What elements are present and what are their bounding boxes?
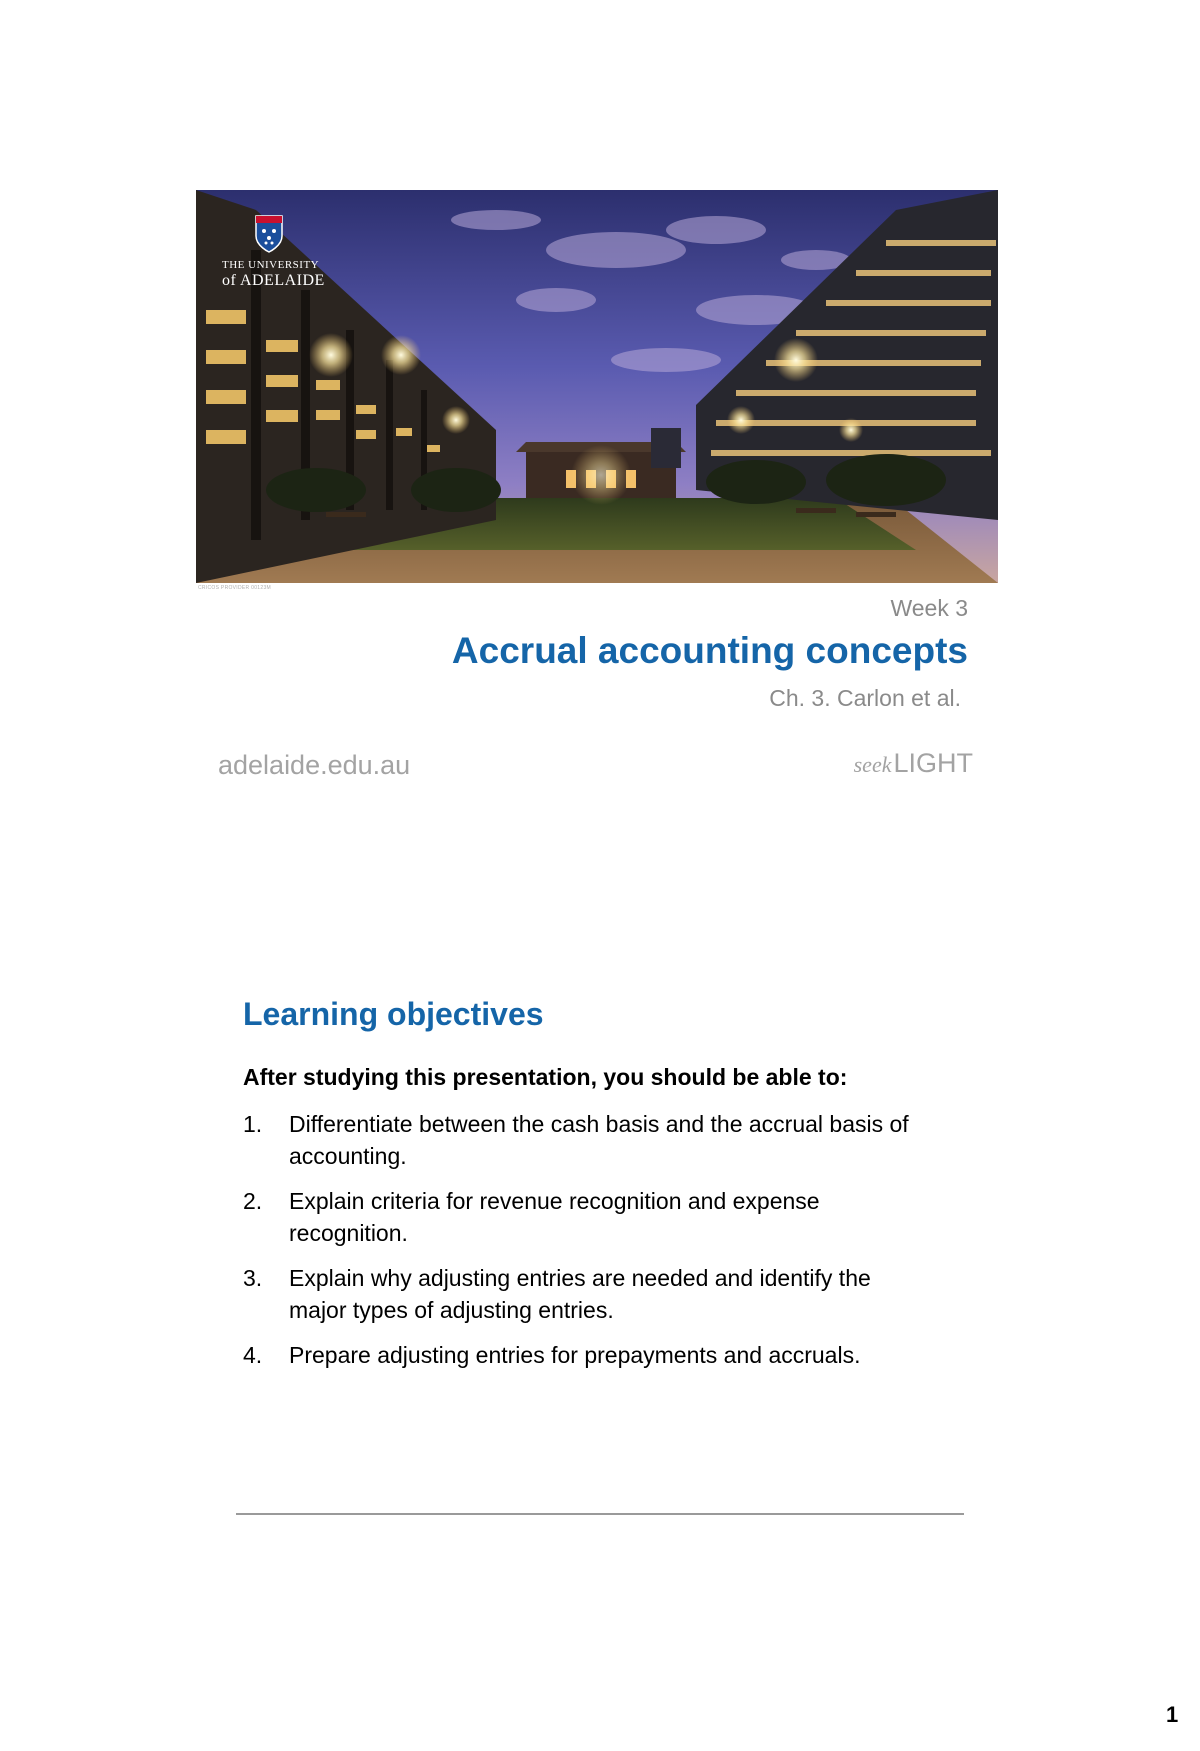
tagline-light: LIGHT: [893, 748, 973, 778]
list-item-text: Differentiate between the cash basis and the accrual basis of accounting.: [289, 1111, 909, 1169]
seek-light-tagline: [854, 748, 973, 779]
list-item: [243, 1262, 923, 1326]
logo-line-university: THE UNIVERSITY: [222, 259, 320, 271]
slide-subtitle: Ch. 3. Carlon et al.: [769, 685, 961, 711]
list-item: [243, 1339, 923, 1371]
page-number: 1: [1166, 1702, 1179, 1727]
list-item: [243, 1108, 923, 1172]
objectives-heading: Learning objectives: [243, 996, 544, 1032]
week-label: Week 3: [890, 595, 968, 621]
list-item-number: 1.: [243, 1111, 263, 1137]
crest-icon: [254, 214, 284, 254]
list-item: [243, 1185, 923, 1249]
slide-title: Accrual accounting concepts: [451, 630, 968, 671]
website-footer: adelaide.edu.au: [218, 750, 411, 780]
list-item-text: Prepare adjusting entries for prepayments and accruals.: [289, 1342, 861, 1368]
list-item-number: 3.: [243, 1265, 263, 1291]
campus-photo: [196, 190, 998, 583]
list-item-number: 4.: [243, 1342, 263, 1368]
list-item-number: 2.: [243, 1188, 263, 1214]
objectives-intro: After studying this presentation, you should be able to:: [243, 1064, 848, 1090]
photo-credit: CRICOS PROVIDER 00123M: [198, 585, 272, 591]
objectives-list: [243, 1108, 923, 1384]
title-slide: [196, 190, 998, 790]
list-item-text: Explain why adjusting entries are needed and identify the major types of adjusting entries.: [289, 1265, 871, 1323]
list-item-text: Explain criteria for revenue recognition and expense recognition.: [289, 1188, 820, 1246]
tagline-seek: seek: [853, 752, 892, 777]
university-logo: [222, 214, 332, 294]
learning-objectives-slide: [243, 990, 973, 1520]
notes-divider: [236, 1513, 964, 1515]
logo-line-adelaide: of ADELAIDE: [222, 272, 325, 289]
